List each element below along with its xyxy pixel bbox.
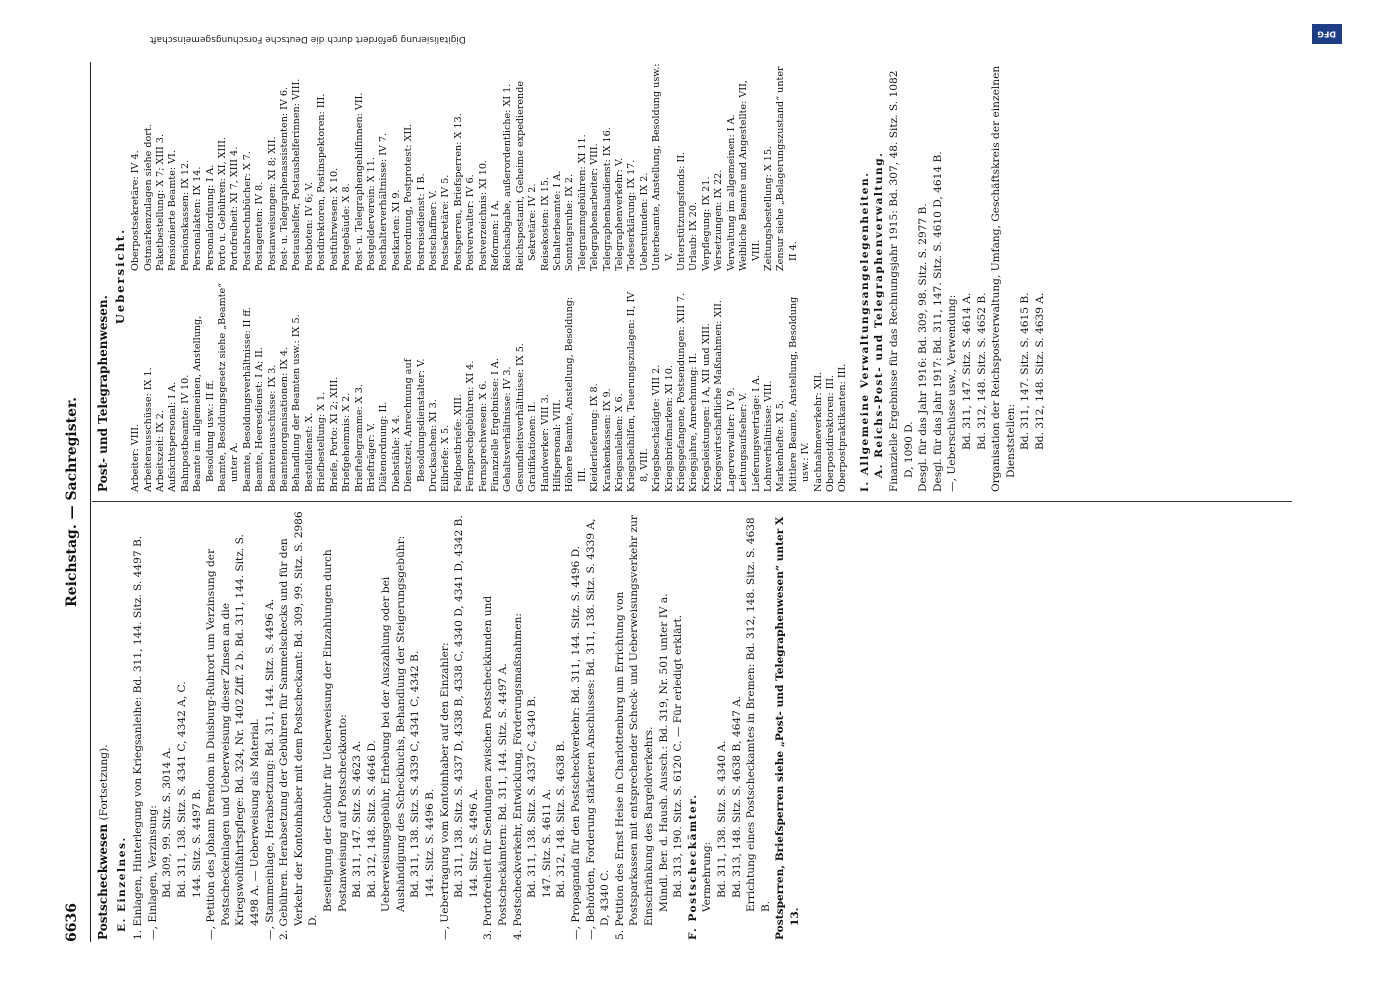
overview-title: Uebersicht. [112,227,127,325]
left-column [96,510,803,940]
overview-entry: Postsperren, Briefsperren: X 13. [452,113,464,271]
overview-entry: Gratifikationen: II. [527,401,539,492]
overview-entry: Behandlung der Beamten usw.: IX 5. [291,314,303,492]
right-column [96,60,1047,492]
overview-entry: Unterbeamte, Anstellung, Besoldung usw.: V. [651,63,675,271]
left-entry-line: 3. Portofreiheit für Sendungen zwischen Postscheckkunden und Postscheckämtern: Bd. 311, 144. Sitz. S. 4497 A. [482,595,510,940]
overview-entry: Leitungsaufseher: V. [738,392,750,492]
overview-entry: Beamtenausschüsse: IX 3. [266,364,278,492]
overview-entry: Fernsprechgebühren: XI 4. [465,360,477,492]
overview-entry: Handwerker: VIII 3. [539,394,551,492]
overview-entry: Feldpostbriefe: XIII. [452,394,464,492]
overview-entry: Gesundheitsverhältnisse: IX 5. [514,343,526,492]
left-entry-line: Bd. 311, 138. Sitz. S. 4340 A. [715,740,728,898]
left-entry-line: 1. Einlagen, Hinterlegung von Kriegsanleihe: Bd. 311, 144. Sitz. S. 4497 B. [132,535,145,940]
overview-entry: Postverzeichnis: XI 10. [477,159,489,271]
left-section-heading [96,510,112,940]
overview-entry: Reformen: I A. [489,200,501,271]
overview-entry: Schalterbeamte: I A. [552,170,563,271]
overview-entry: Telegraphenverkehr: V. [614,157,626,271]
overview-entry: Kriegsbeschädigte: VIII 2. [651,364,663,492]
overview-entry: Pensionierte Beamte: VI. [167,150,179,271]
overview-entry: Höhere Beamte, Anstellung, Besoldung: III. [564,296,588,492]
right-entries [858,60,1048,492]
overview-entry: Postreisedienst: I B. [415,173,427,271]
overview-entry: Porto u. Gebühren: XI, XIII. [217,137,229,271]
overview-entry: Unterstützungsfonds: II. [676,151,688,271]
overview-entry: Fernsprechwesen: X 6. [477,380,489,492]
left-entry-line: 5. Petition des Ernst Heise in Charlottenburg um Errichtung von Postsparkassen mit entsprechender Scheck- und Ueberweisungsverkehr zur Einschränkung des Bargeldverkehrs. [613,515,655,940]
overview-entry: Postboten: IV 6; V. [303,182,315,271]
overview-entry: Telegraphenarbeiter: VIII. [589,143,601,271]
overview-entry: Arbeiter: VIII. [130,423,142,492]
overview-entry: Kriegsgefangene, Postsendungen: XIII 7. [676,292,688,492]
overview-entry: Versetzungen: IX 22. [713,169,725,271]
overview-entry: Reichsabgabe, außerordentliche: XI 1. [502,83,514,271]
overview-entry: Gehaltsverhältnisse: IV 3. [502,366,514,492]
left-entry-line: 147. Sitz. S. 4611 A. [540,788,553,898]
overview-entry: Krankenkassen: IX 9. [601,388,613,492]
overview-entry: Telegrammgebühren: XI 11. [576,134,588,271]
overview-entry: Brieftelegramme: X 3. [353,384,365,492]
left-entries [131,510,802,940]
left-entry-line: F. Postscheckämter. [686,793,699,940]
overview-entry: Postkarten: XI 9. [390,189,402,271]
overview-entry: Bestelldienst: X. [303,412,315,492]
overview-entry: Postsekretäre: IV 5. [440,174,452,271]
overview-entry: Post- u. Telegraphenassistenten: IV 6. [279,86,291,271]
column-divider [92,501,1292,502]
overview-entry: Kriegsjahre, Anrechnung: II. [688,352,700,492]
section-title-postscheckwesen: Postscheckwesen [96,823,110,940]
overview-entry: Diebstähle: X 4. [390,414,402,492]
right-entry-line: A. Reichs-Post- und Telegraphenverwaltung. [873,151,886,478]
overview-entry: Drucksachen: XI 3. [427,399,439,492]
right-entry-line: Desgl. für das Jahr 1916: Bd. 309, 98. Sitz. S. 2977 B. [917,203,930,492]
page-number: 6636 [64,903,80,942]
overview-entry: Mittlere Beamte, Anstellung, Besoldung usw.: IV. [787,296,812,492]
overview-entry: Personalordnung: I A. [204,164,216,271]
overview-entry: Postabrechnbücher: X 7. [241,151,253,271]
left-entry-line: Bd. 311, 138. Sitz. S. 4337 C, 4340 B. [526,695,539,898]
overview-entry: Kriegsanleihen: X 6. [614,393,626,492]
right-entry-line: Bd. 311, 147. Sitz. S. 4615 B. [1019,292,1032,450]
overview-entry: Ueberstunden: IX 2. [638,172,650,271]
left-entry-line: Bd. 311, 138. Sitz. S. 4341 C, 4342 A, C. [175,681,188,898]
overview-entry: Postgebäude: X 8. [341,183,353,271]
overview-entry: Verwaltung im allgemeinen: I A. [725,114,737,271]
overview-entry: Arbeiterausschüsse: IX 1. [142,367,154,492]
overview-index [130,60,850,492]
overview-entry: Dienstzeit, Anrechnung auf Besoldungsdienstalter: V. [403,358,427,492]
left-entry-line: Errichtung eines Postscheckamtes in Bremen: Bd. 312, 148. Sitz. S. 4638 B. [745,517,772,912]
overview-entry: Urlaub: IX 20. [688,202,700,271]
overview-entry: Sonntagsruhe: IX 2. [564,173,576,271]
left-entry-line: Mündl. Ber. d. Haush. Aussch.: Bd. 319, Nr. 501 unter IV a. [657,593,670,912]
overview-entry: Reichspostamt, Geheime expedierende Sekretäre: IV 2. [514,80,539,271]
left-entry-line: —, Stammeinlage, Herabsetzung: Bd. 311, 144. Sitz. S. 4496 A. [263,598,276,940]
overview-entry: Lagerverwalter: IV 9. [725,387,737,492]
overview-entry: Kriegsbeihilfen, Teuerungszulagen: II, IV 8, VIII. [626,291,650,492]
right-entry-line: Organisation der Reichspostverwaltung, Umfang, Geschäftskreis der einzelnen Dienststellen: [990,65,1017,492]
left-entry-line: —, Petition des Johann Brendom in Duisburg-Ruhrort um Verzinsung der Postscheckeinlagen und Ueberweisung dieser Zinsen an die Kriegswohlfahrtspflege: Bd. 324, Nr. 1402 Ziff. 2 b. Bd. 311, 144. Sitz. S. 4498 A. — Ueberweisung als Material. [205,534,261,940]
dfg-logo: DFG [1312,24,1342,44]
overview-entry: Postagenten: IV 8. [254,181,266,271]
overview-entry: Ostmarkenzulagen siehe dort. [142,124,154,271]
left-entry-line: —, Einlagen, Verzinsung: [146,805,159,940]
overview-entry: Lieferungsverträge: I A. [750,374,762,492]
overview-entry: Arbeitszeit: IX 2. [155,410,166,492]
overview-entry: Kriegsleistungen: I A, XII und XIII. [700,323,712,492]
left-entry-line: Bd. 311, 147. Sitz. S. 4623 A. [351,740,364,898]
overview-entry: Bahnpostbeamte: IV 10. [179,374,191,492]
overview-entry: Post- u. Telegraphengehilfinnen: VII. [353,92,365,271]
overview-entry: Diätenordnung: II. [378,401,390,492]
left-entry-line: Bd. 312, 148. Sitz. S. 4638 B. [555,740,568,898]
overview-entry: Eilbriefe: X 5. [440,424,452,492]
overview-column-2 [130,60,850,271]
left-entry-line: Bd. 311, 138. Sitz. S. 4337 D, 4338 B, 4338 C, 4340 D, 4341 D, 4342 B. [453,515,466,898]
overview-column-1 [130,281,850,492]
left-entry-line: Bd. 311, 138. Sitz. S. 4339 C, 4341 C, 4342 B. [409,650,422,898]
overview-entry: Markenhefte: XI 5. [775,400,787,492]
overview-entry: Hilfspersonal: VIII. [552,399,563,492]
overview-entry: Aufsichtspersonal: I A. [167,381,179,492]
overview-entry: Weibliche Beamte und Angestellte: VII, VIII. [738,80,762,271]
overview-entry: Zensur siehe „Belagerungszustand“ unter II 4. [775,66,799,271]
overview-entry: Kriegswirtschaftliche Maßnahmen: XII. [713,299,725,492]
left-entry-line: Bd. 312, 148. Sitz. S. 4646 D. [365,740,378,898]
overview-entry: Oberpostdirektoren: III. [824,374,836,492]
running-head [64,62,86,942]
overview-entry: Posthalterverhältnisse: IV 7. [378,132,390,271]
overview-entry: Portofreiheit: XI 7, XIII 4. [229,146,241,271]
digitization-note-text: Digitalisierung gefördert durch die Deutsche Forschungsgemeinschaft [150,34,466,44]
overview-entry: Zeitungsbestellung: X 15. [762,145,774,271]
overview-entry: Postanweisungen: XI 8; XII. [266,136,278,271]
overview-entry: Beamte, Heeresdienst: I A; II. [254,347,266,492]
overview-entry: Paketbestellung: X 7; XIII 3. [155,134,166,271]
overview-entry: Kleiderlieferung: IX 8. [589,383,601,492]
overview-entry: Briefe, Porto: XI 2; XIII. [328,376,340,492]
left-entry-line: 144. Sitz. S. 4496 B. [424,788,437,898]
overview-entry: Postverwalter: IV 6. [465,174,477,271]
left-entry-line: Bd. 309, 99. Sitz. S. 3014 A. [161,747,174,898]
overview-entry: Verpflegung: IX 21. [700,176,712,271]
overview-entry: Postgelderverein: X 11. [365,157,377,271]
overview-entry: Finanzielle Ergebnisse: I A. [489,358,501,492]
overview-entry: Kriegsbriefmarken: XI 10. [663,365,675,492]
left-entry-line: —, Behörden, Forderung stärkeren Anschlusses: Bd. 311, 138. Sitz. S. 4339 A, D, 4340 C. [584,518,612,940]
section-title-post-telegraphen: Post- und Telegraphenwesen. [96,295,110,492]
left-entry-line: —, Uebertragung vom Kontoinhaber auf den Einzahler: [438,642,451,940]
left-entry-line: —, Propaganda für den Postscheckverkehr: Bd. 311, 144. Sitz. S. 4496 D. [570,545,582,940]
overview-entry: Postfuhrwesen: X 10. [328,167,340,271]
overview-entry: Nachnahmeverkehr: XII. [812,371,824,492]
overview-entry: Postordnung, Postprotest: XII. [403,123,415,271]
overview-entry: Oberpostsekretäre: IV 4. [130,150,142,271]
left-entry-line: 2. Gebühren. Herabsetzung der Gebühren für Sammelschecks und für den Verkehr der Kontoinhaber mit dem Postscheckamt: Bd. 309, 99. Sitz. S. 2986 D. [278,511,320,940]
overview-entry: Personalakten: IX 14. [192,166,204,271]
right-entry-line: Bd. 312, 148. Sitz. S. 4639 A. [1033,292,1046,450]
left-entry-line: Bd. 313, 148. Sitz. S. 4638 B, 4647 A. [730,695,743,898]
overview-entry: Telegraphenbaudienst: IX 16. [601,127,613,271]
right-entry-line: Bd. 311, 147. Sitz. S. 4614 A. [960,292,973,450]
right-entry-line: —, Ueberschüsse usw., Verwendung: [946,294,959,492]
overview-entry: Beamte im allgemeinen, Anstellung, Besoldung usw.: II ff. [192,315,216,492]
left-entry-line: 144. Sitz. S. 4497 B. [190,788,203,898]
overview-entry: Postaushelfer, Postaushelferinnen: VIII. [291,78,303,271]
left-entry-line: Postsperren, Briefsperren siehe „Post- und Telegraphenwesen“ unter X 13. [774,516,801,940]
left-entry-line: 144. Sitz. S. 4496 A. [467,788,480,898]
page-title: Reichstag. — Sachregister. [64,397,80,607]
overview-entry: Beamtenorganisationen: IX 4. [279,346,291,492]
left-entry-line: Vermehrung: [701,841,714,912]
overview-entry: Lohnverhältnisse: VIII. [762,380,774,492]
overview-entry: Oberpostpraktikanten: III. [837,363,849,492]
overview-entry: Reisekosten: IX 15. [539,176,551,271]
right-entry-line: Finanzielle Ergebnisse für das Rechnungsjahr 1915: Bd. 307, 48. Sitz. S. 1082 D, 1090 D. [887,70,915,492]
left-entry-line: Bd. 313, 190. Sitz. S. 6120 C. — Für erledigt erklärt. [672,614,685,898]
right-entry-line: Desgl. für das Jahr 1917: Bd. 311, 147. Sitz. S. 4610 D, 4614 B. [931,151,944,492]
overview-entry: Briefträger: V. [365,422,377,492]
left-entry-line: Beseitigung der Gebühr für Ueberweisung der Einzahlungen durch Postanweisung auf Postscheckkonto: [321,549,349,912]
overview-entry: Todeserklärung: IX 17. [626,159,638,271]
digitization-note [150,18,1370,48]
section-suffix: (Fortsetzung). [98,744,110,821]
overview-entry: Postdirektoren, Postinspektoren: III. [316,93,328,271]
right-entry-line: Bd. 312, 148. Sitz. S. 4652 B. [975,292,988,450]
overview-entry: Beamte, Besoldungsverhältnisse: II ff. [241,307,253,492]
overview-entry: Postschaffner: V. [427,190,439,271]
left-entry-line: 4. Postscheckverkehr, Entwicklung, Förderungsmaßnahmen: [511,613,524,940]
right-entry-line: I. Allgemeine Verwaltungsangelegenheiten. [858,171,871,492]
overview-entry: Pensionskassen: IX 12. [179,159,191,271]
overview-entry: Beamte, Besoldungsgesetz siehe „Beamte“ unter A. [217,282,241,492]
header-rule [90,62,91,942]
subsection-e: E. Einzelnes. [115,836,128,932]
overview-entry: Briefbestellung: X 1. [316,391,328,492]
left-entry-line: Ueberweisungsgebühr, Erhebung bei der Auszahlung oder bei Aushändigung des Scheckbuchs, Behandlung der Steigerungsgebühr: [380,535,407,912]
overview-entry: Briefgeheimnis: X 2. [341,392,353,492]
